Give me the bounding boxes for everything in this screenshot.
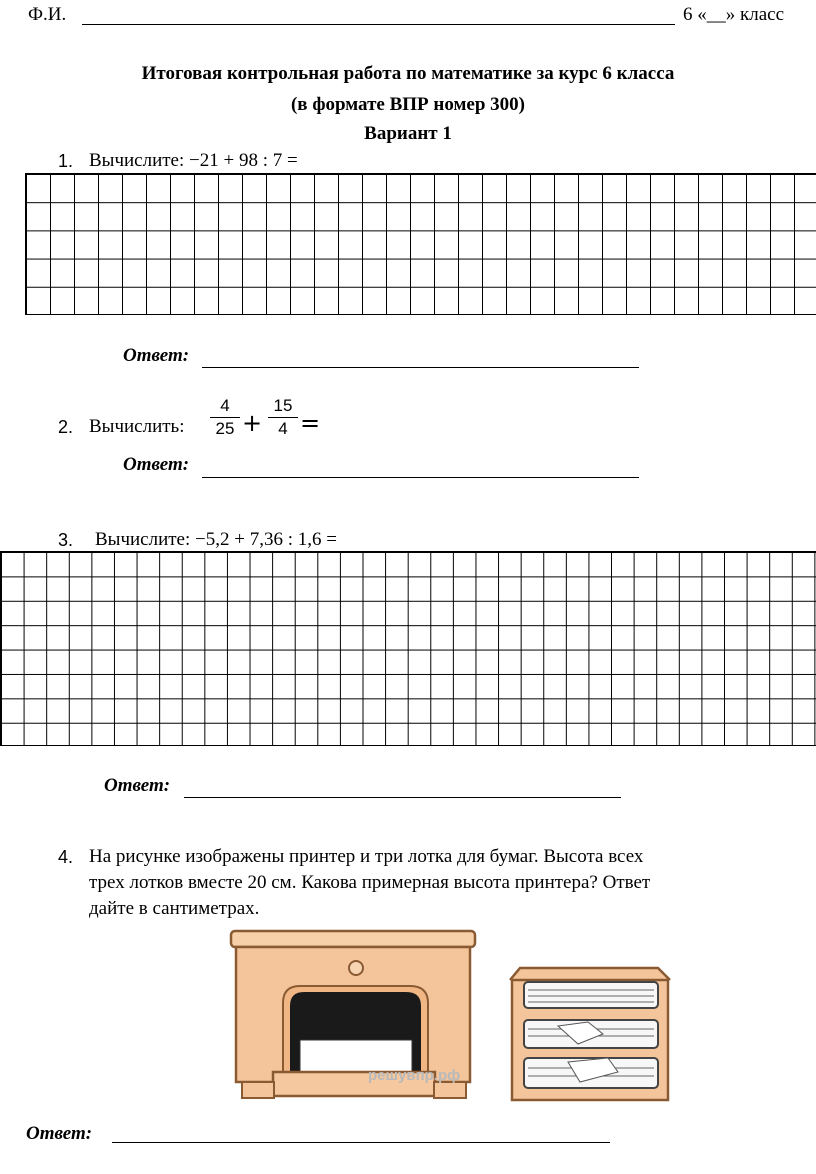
watermark-text: решувпр.рф (368, 1067, 461, 1084)
equals-operator: = (300, 409, 321, 437)
fraction-1-numerator: 4 (220, 396, 230, 415)
page-title: Итоговая контрольная работа по математике за курс 6 класса (141, 63, 675, 84)
task-2-text: Вычислить: (89, 416, 185, 437)
task-2-answer-label: Ответ: (123, 454, 190, 475)
task-1-text: Вычислите: −21 + 98 : 7 = (89, 150, 298, 171)
fraction-1-denominator: 25 (215, 419, 235, 438)
fraction-2-bar (268, 417, 298, 418)
task-2-answer-field[interactable] (202, 477, 639, 478)
task-1-answer-field[interactable] (202, 367, 639, 368)
name-field[interactable] (82, 24, 675, 25)
task-3-answer-field[interactable] (184, 797, 621, 798)
fraction-1-bar (210, 417, 240, 418)
task-2-number: 2. (58, 417, 74, 437)
task-1-answer-label: Ответ: (123, 345, 190, 366)
fraction-2-numerator: 15 (273, 396, 293, 415)
task-3-answer-label: Ответ: (104, 775, 171, 796)
task-4-answer-field[interactable] (112, 1142, 610, 1143)
fraction-1 (210, 396, 240, 439)
task-1-work-grid[interactable] (25, 173, 816, 315)
grade-label: 6 «__» класс (683, 4, 785, 25)
fraction-2 (268, 396, 298, 439)
printer-image (228, 928, 478, 1103)
task-4-text-line-2: трех лотков вместе 20 см. Какова примерная высота принтера? Ответ (89, 872, 651, 893)
paper-trays-image (508, 964, 674, 1102)
task-1-number: 1. (58, 151, 74, 171)
page-subtitle: (в формате ВПР номер 300) (290, 94, 525, 115)
name-label: Ф.И. (28, 4, 67, 25)
task-3-number: 3. (58, 530, 74, 550)
task-3-text: Вычислите: −5,2 + 7,36 : 1,6 = (95, 529, 337, 550)
task-3-work-grid[interactable] (0, 551, 816, 746)
variant-title: Вариант 1 (364, 123, 452, 144)
plus-operator: + (242, 409, 263, 437)
task-4-text-line-3: дайте в сантиметрах. (89, 898, 260, 919)
task-4-text-line-1: На рисунке изображены принтер и три лотка для бумаг. Высота всех (89, 846, 644, 867)
task-4-answer-label: Ответ: (26, 1123, 93, 1144)
task-4-number: 4. (58, 847, 74, 867)
fraction-2-denominator: 4 (278, 419, 288, 438)
